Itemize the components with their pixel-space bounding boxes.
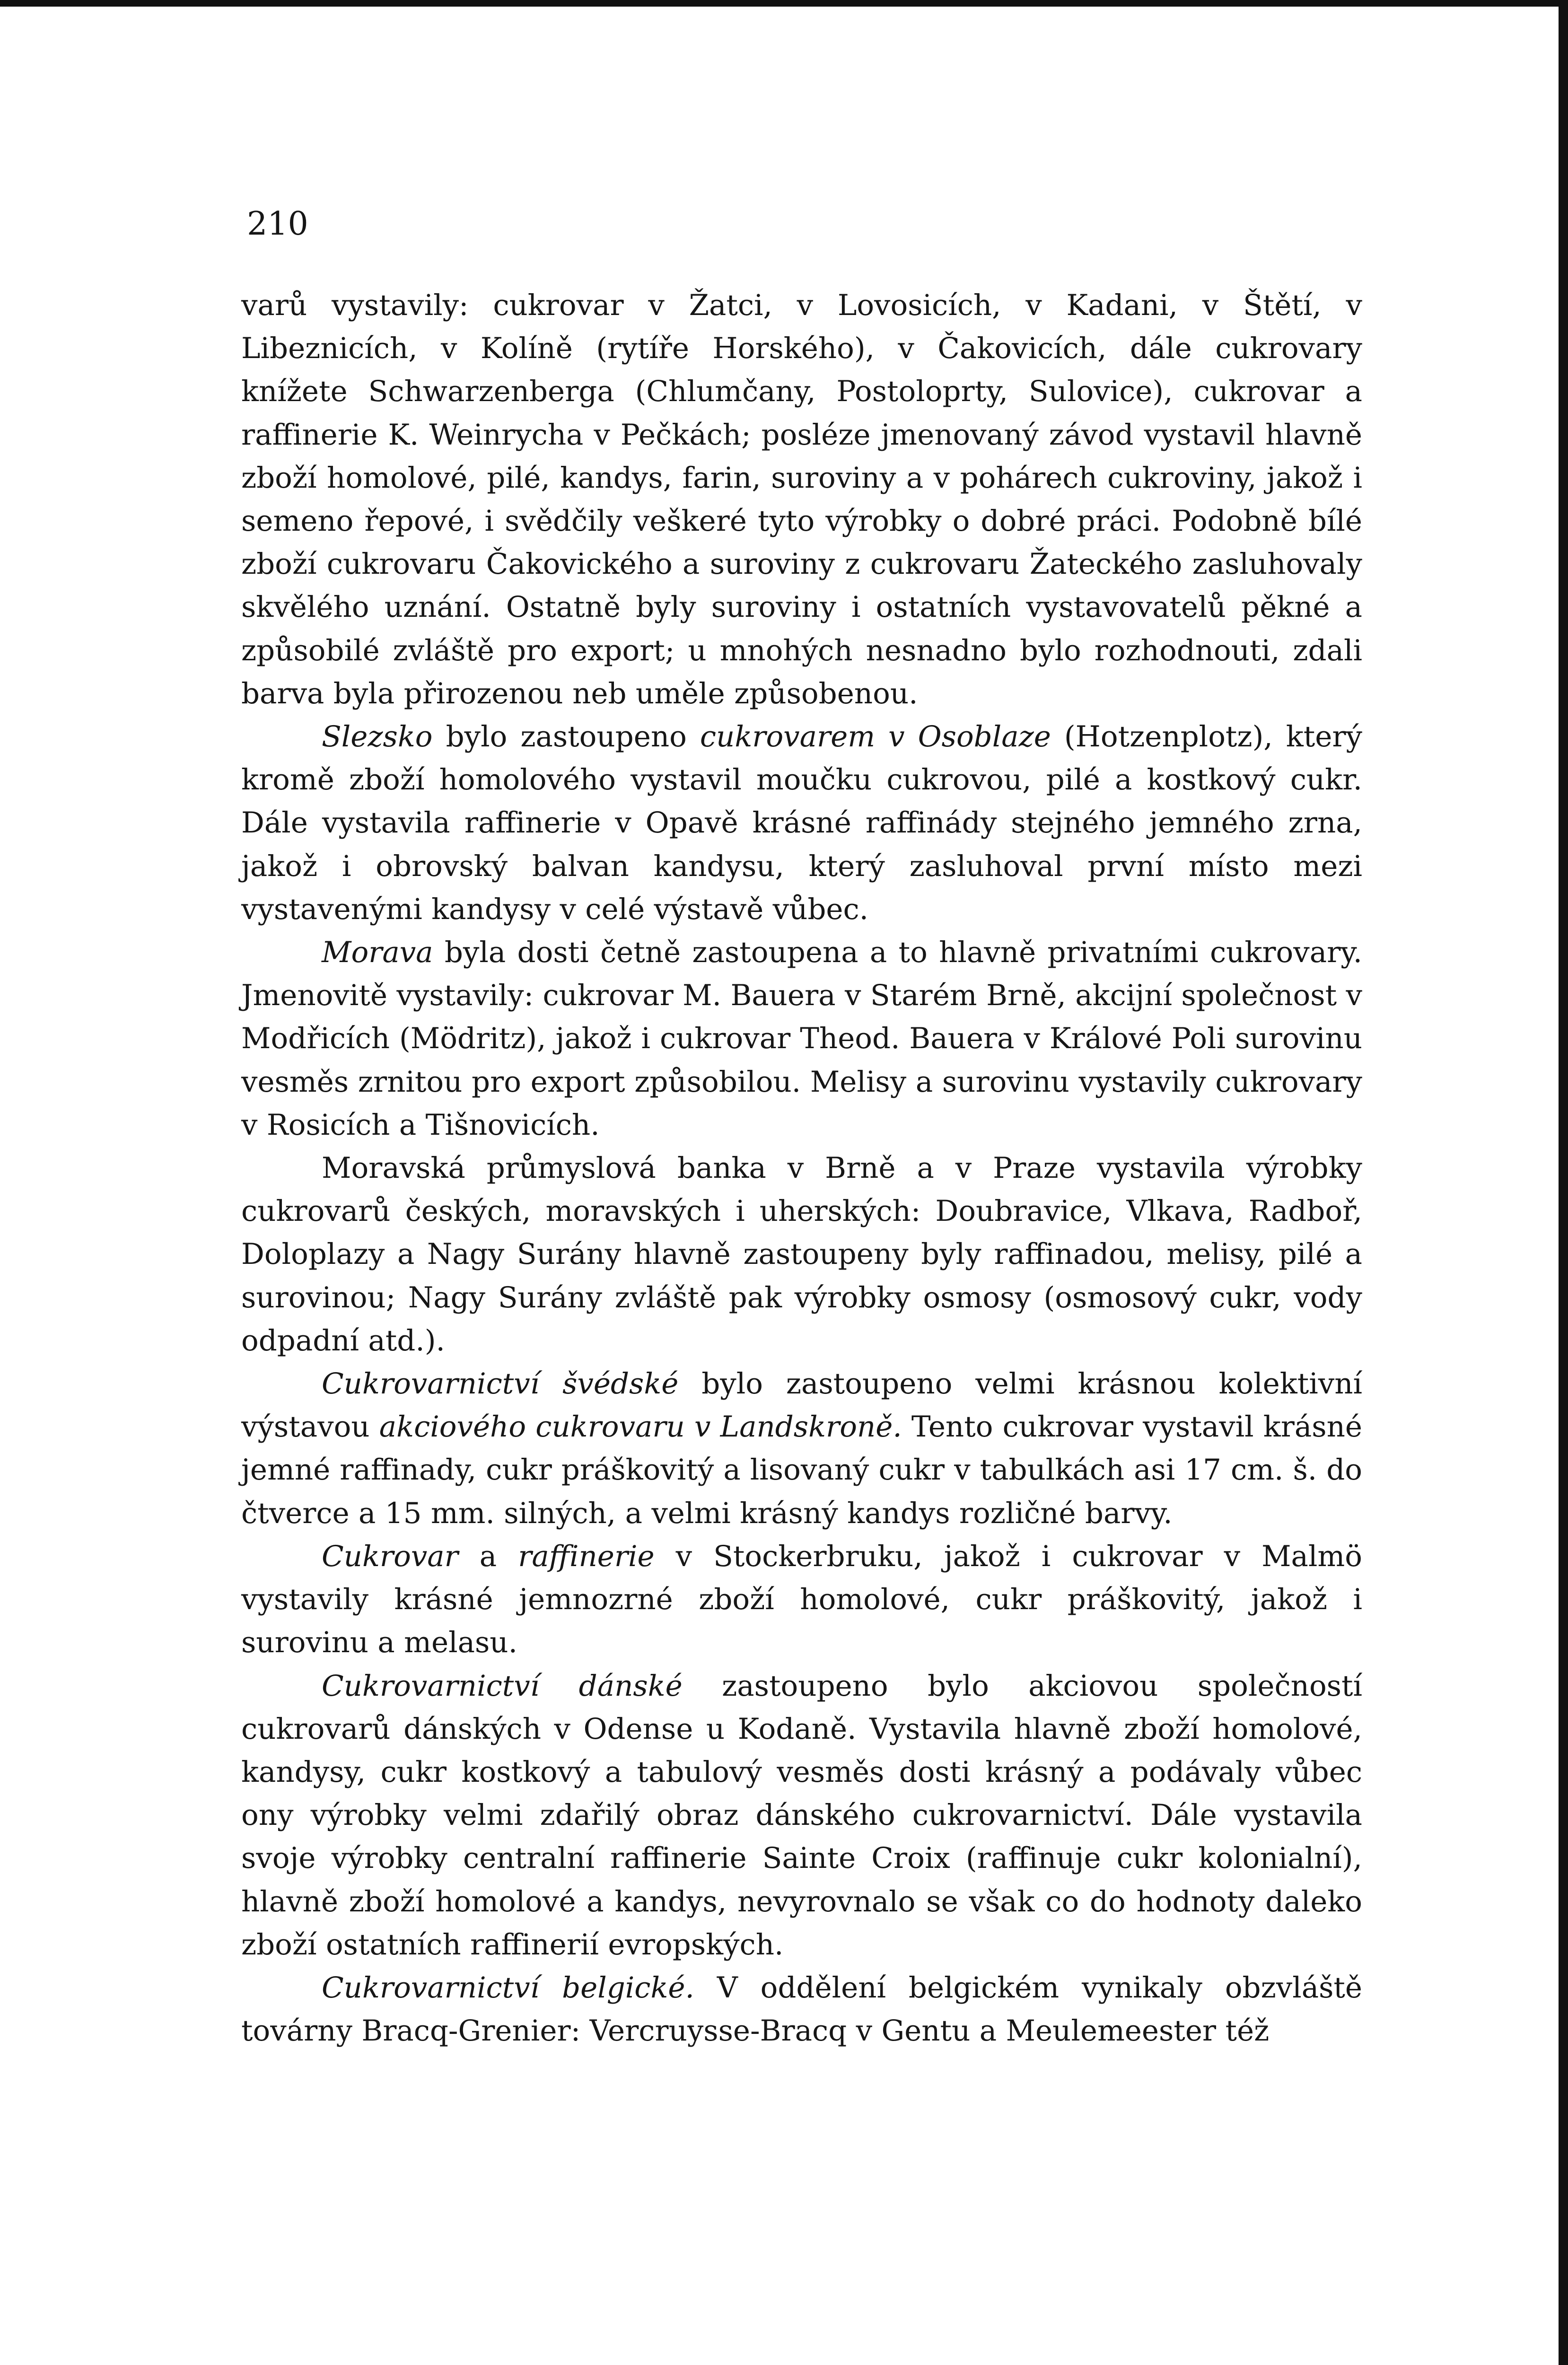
paragraph xyxy=(241,1362,1362,1535)
italic-text: Cukrovarnictví dánské xyxy=(322,1669,683,1703)
scan-border-top xyxy=(0,0,1568,7)
page-body xyxy=(241,284,1362,2052)
text-run: (Hotzenplotz), který kromě zboží homolového vystavil moučku cukrovou, pilé a kostkový cukr. Dále vystavila raffinerie v Opavě krásné raffinády stejného jemného zrna, jakož i obrovský balvan kandysu, který zasluhoval první místo mezi vystavenými kandysy v celé výstavě vůbec. xyxy=(241,720,1362,926)
text-run: byla dosti četně zastoupena a to hlavně privatními cukrovary. Jmenovitě vystavily: cukrovar M. Bauera v Starém Brně, akcijní společnost v Modřicích (Mödritz), jakož i cukrovar Theod. Bauera v Králové Poli surovinu vesměs zrnitou pro export způsobilou. Melisy a surovinu vystavily cukrovary v Rosicích a Tišnovicích. xyxy=(241,936,1362,1142)
paragraph xyxy=(241,1966,1362,2052)
italic-text: Cukrovarnictví švédské xyxy=(322,1367,679,1401)
paragraph xyxy=(241,931,1362,1147)
text-run: zastoupeno bylo akciovou společností cukrovarů dánských v Odense u Kodaně. Vystavila hlavně zboží homolové, kandysy, cukr kostkový a tabulový vesměs dosti krásný a podávaly vůbec ony výrobky velmi zdařilý obraz dánského cukrovarnictví. Dále vystavila svoje výrobky centralní raffinerie Sainte Croix (raffinuje cukr kolonialní), hlavně zboží homolové a kandys, nevyrovnalo se však co do hodnoty daleko zboží ostatních raffinerií evropských. xyxy=(241,1669,1362,1962)
paragraph xyxy=(241,1664,1362,1966)
text-run: a xyxy=(458,1539,518,1573)
text-run: varů vystavily: cukrovar v Žatci, v Lovosicích, v Kadani, v Štětí, v Libeznicích, v Kolíně (rytíře Horského), v Čakovicích, dále cukrovary knížete Schwarzenberga (Chlumčany, Postoloprty, Sulovice), cukrovar a raffinerie K. Weinrycha v Pečkách; posléze jmenovaný závod vystavil hlavně zboží homolové, pilé, kandys, farin, suroviny a v pohárech cukroviny, jakož i semeno řepové, i svědčily veškeré tyto výrobky o dobré práci. Podobně bílé zboží cukrovaru Čakovického a suroviny z cukrovaru Žateckého zasluhovaly skvělého uznání. Ostatně byly suroviny i ostatních vystavovatelů pěkné a způsobilé zvláště pro export; u mnohých nesnadno bylo rozhodnouti, zdali barva byla přirozenou neb uměle způsobenou. xyxy=(241,289,1362,710)
italic-text: akciového cukrovaru v Landskroně. xyxy=(379,1410,902,1444)
text-run: bylo zastoupeno velmi krásnou kolektivní výstavou xyxy=(241,1367,1362,1444)
italic-text: cukrovarem v Osoblaze xyxy=(700,720,1051,754)
paragraph xyxy=(241,715,1362,931)
text-run: v Stockerbruku, jakož i cukrovar v Malmö vystavily krásné jemnozrné zboží homolové, cukr práškovitý, jakož i surovinu a melasu. xyxy=(241,1539,1362,1660)
italic-text: Cukrovar xyxy=(322,1539,458,1573)
text-run: V oddělení belgickém vynikaly obzvláště továrny Bracq-Grenier: Vercruysse-Bracq v Gentu a Meulemeester též xyxy=(241,1971,1362,2048)
text-run: bylo zastoupeno xyxy=(432,720,700,754)
text-run: Moravská průmyslová banka v Brně a v Praze vystavila výrobky cukrovarů českých, moravských i uherských: Doubravice, Vlkava, Radboř, Doloplazy a Nagy Surány hlavně zastoupeny byly raffinadou, melisy, pilé a surovinou; Nagy Surány zvláště pak výrobky osmosy (osmosový cukr, vody odpadní atd.). xyxy=(241,1151,1362,1358)
page-number: 210 xyxy=(247,205,308,243)
scan-border-right xyxy=(1559,0,1568,2365)
italic-text: Slezsko xyxy=(322,720,433,754)
italic-text: Morava xyxy=(322,936,433,970)
italic-text: raffinerie xyxy=(518,1539,655,1573)
paragraph xyxy=(241,1535,1362,1664)
paragraph xyxy=(241,1147,1362,1362)
paragraph xyxy=(241,284,1362,715)
text-run: Tento cukrovar vystavil krásné jemné raffinady, cukr práškovitý a lisovaný cukr v tabulkách asi 17 cm. š. do čtverce a 15 mm. silných, a velmi krásný kandys rozličné barvy. xyxy=(241,1410,1362,1530)
italic-text: Cukrovarnictví belgické. xyxy=(322,1971,694,2005)
